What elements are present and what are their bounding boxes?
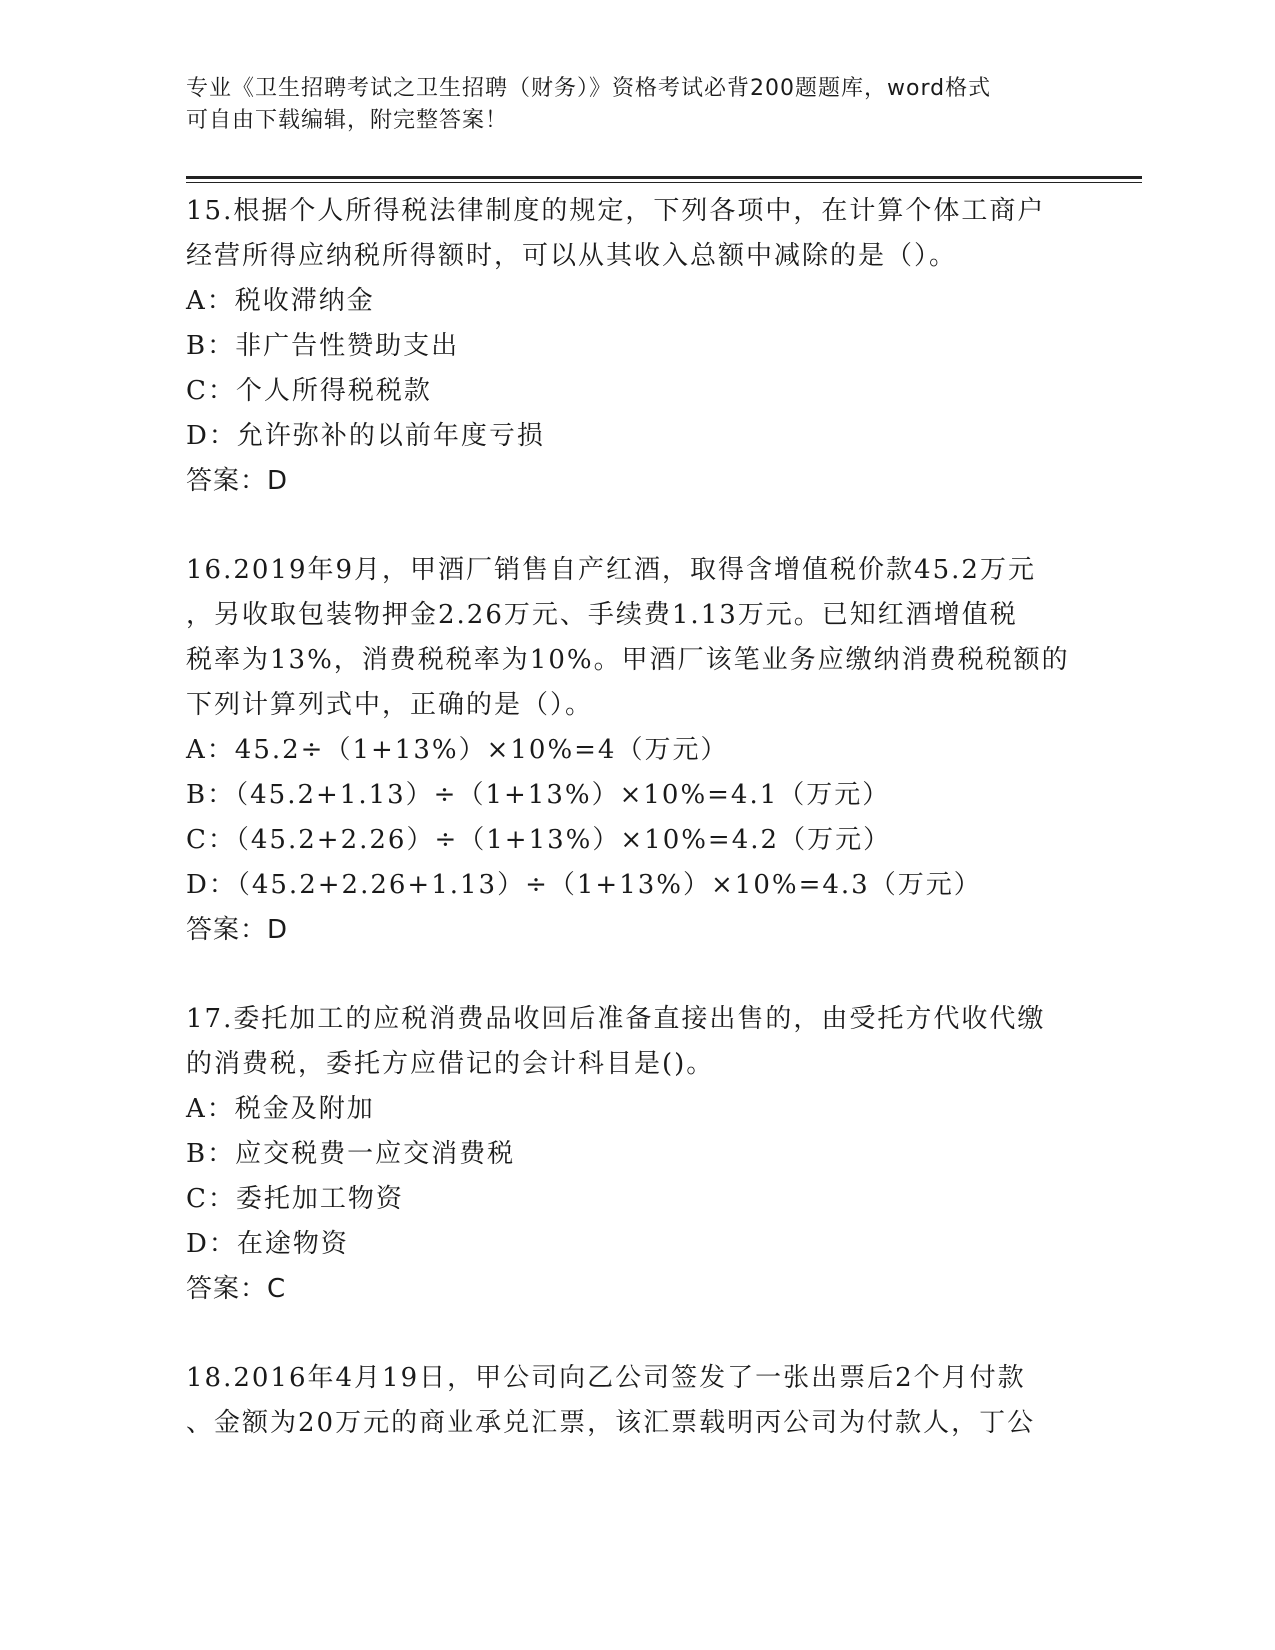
document-header bbox=[186, 73, 1066, 137]
question-text-line: 16.2019年9月，甲酒厂销售自产红酒，取得含增值税价款45.2万元 bbox=[186, 555, 1036, 585]
question-17 bbox=[186, 997, 1086, 1312]
question-text-line: 经营所得应纳税所得额时，可以从其收入总额中减除的是（）。 bbox=[186, 241, 958, 271]
option-a: A：税收滞纳金 bbox=[186, 286, 375, 316]
header-line-1: 专业《卫生招聘考试之卫生招聘（财务）》资格考试必背200题题库，word格式 bbox=[186, 76, 992, 101]
question-text-line: 18.2016年4月19日，甲公司向乙公司签发了一张出票后2个月付款 bbox=[186, 1363, 1026, 1393]
question-text-line: 的消费税，委托方应借记的会计科目是()。 bbox=[186, 1049, 715, 1079]
question-text-line: 、金额为20万元的商业承兑汇票，该汇票载明丙公司为付款人，丁公 bbox=[186, 1408, 1036, 1438]
header-divider-thin bbox=[186, 182, 1142, 183]
question-text-line: 下列计算列式中，正确的是（）。 bbox=[186, 690, 594, 720]
option-a: A：税金及附加 bbox=[186, 1094, 375, 1124]
option-b: B：（45.2+1.13）÷（1+13%）×10%=4.1（万元） bbox=[186, 780, 891, 810]
option-c: C：委托加工物资 bbox=[186, 1184, 404, 1214]
question-18 bbox=[186, 1356, 1086, 1446]
answer-label: 答案：D bbox=[186, 466, 289, 496]
question-list bbox=[186, 189, 1086, 1490]
option-b: B：非广告性赞助支出 bbox=[186, 331, 460, 361]
question-text-line: 15.根据个人所得税法律制度的规定，下列各项中，在计算个体工商户 bbox=[186, 196, 1046, 226]
header-line-2: 可自由下载编辑，附完整答案！ bbox=[186, 108, 509, 133]
question-text-line: 税率为13%，消费税税率为10%。甲酒厂该笔业务应缴纳消费税税额的 bbox=[186, 645, 1070, 675]
header-divider-thick bbox=[186, 176, 1142, 179]
question-16 bbox=[186, 548, 1086, 953]
option-a: A：45.2÷（1+13%）×10%=4（万元） bbox=[186, 735, 729, 765]
option-c: C：（45.2+2.26）÷（1+13%）×10%=4.2（万元） bbox=[186, 825, 892, 855]
option-d: D：允许弥补的以前年度亏损 bbox=[186, 421, 545, 451]
option-d: D：（45.2+2.26+1.13）÷（1+13%）×10%=4.3（万元） bbox=[186, 870, 982, 900]
question-text-line: ，另收取包装物押金2.26万元、手续费1.13万元。已知红酒增值税 bbox=[186, 600, 1018, 630]
option-b: B：应交税费一应交消费税 bbox=[186, 1139, 516, 1169]
option-c: C：个人所得税税款 bbox=[186, 376, 432, 406]
question-15 bbox=[186, 189, 1086, 504]
answer-label: 答案：C bbox=[186, 1274, 287, 1304]
question-text-line: 17.委托加工的应税消费品收回后准备直接出售的，由受托方代收代缴 bbox=[186, 1004, 1046, 1034]
option-d: D：在途物资 bbox=[186, 1229, 349, 1259]
answer-label: 答案：D bbox=[186, 915, 289, 945]
